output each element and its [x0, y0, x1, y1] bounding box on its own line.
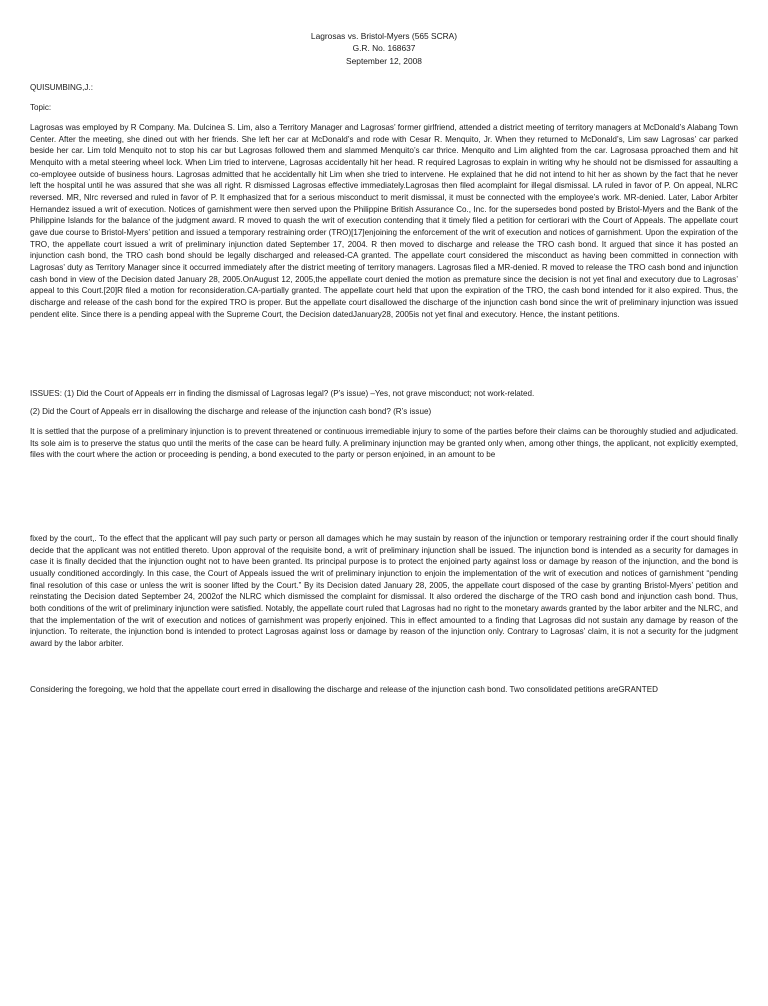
case-title: Lagrosas vs. Bristol-Myers (565 SCRA) [310, 31, 458, 41]
ruling-paragraph-part2: fixed by the court,. To the effect that the applicant will pay such party or person all damages which he may sustain by reason of the injunction or temporary restraining order if the court should finally decide that the applicant was not entitled thereto. Upon approval of the requisite bond, a writ of preliminary injunction shall be issued. The injunction bond is intended as a security for damages in case it is finally decided that the injunction ought not to have been granted. Its principal purpose is to protect the enjoined party against loss or damage by reason of the injunction, and the bond is usually conditioned accordingly. In this case, the Court of Appeals issued the writ of preliminary injunction to enjoin the implementation of the writ of execution and notices of garnishment “pending final resolution of this case or unless the writ is sooner lifted by the Court.” By its Decision dated January 28, 2005, the appellate court disposed of the case by granting Bristol-Myers’ petition and reinstating the Decision dated September 24, 2002of the NLRC which dismissed the complaint for dismissal. It also ordered the discharge of the TRO cash bond and injunction cash bond. Thus, both conditions of the writ of preliminary injunction were satisfied. Notably, the appellate court ruled that Lagrosas had no right to the monetary awards granted by the labor arbiter and the NLRC, and that the implementation of the writ of execution and notices of garnishment was properly enjoined. This in effect amounted to a finding that Lagrosas did not sustain any damage by reason of the injunction. To reiterate, the injunction bond is intended to protect Lagrosas against loss or damage by reason of the injunction only. Contrary to Lagrosas’ claim, it is not a security for the judgment award by the labor arbiter. [30, 534, 738, 648]
facts-paragraph: Lagrosas was employed by R Company. Ma. Dulcinea S. Lim, also a Territory Manager and Lagrosas’ former girlfriend, attended a district meeting of territory managers at McDonald’s Alabang Town Center. After the meeting, she dined out with her friends. She left her car at McDonald’s and rode with Cesar R. Menquito, Jr. When they returned to McDonald’s, Lim saw Lagrosas’ car parked beside her car. Lim told Menquito not to stop his car but Lagrosas followed them and slammed Menquito’s car thrice. Menquito and Lim alighted from the car. Lagrosasa pproached them and hit Menquito with a metal steering wheel lock. When Lim tried to intervene, Lagrosas accidentally hit her head. R required Lagrosas to explain in writing why he should not be dismissed for assaulting a co-employee outside of business hours. Lagrosas admitted that he accidentally hit Lim when she tried to intervene. He explained that he did not intend to hit her as shown by the fact that he never left the hospital until he was assured that she was all right. R dismissed Lagrosas effective immediately.Lagrosas then filed acomplaint for illegal dismissal. LA ruled in favor of P. On appeal, NLRC reversed. MR, Nlrc reversed and ruled in favor of P. It emphasized that for a serious misconduct to merit dismissal, it must be connected with the employee’s work. MR-denied. Later, Labor Arbiter Hernandez issued a writ of execution. Notices of garnishment were then served upon the Philippine British Assurance Co., Inc. for the supersedes bond posted by Bristol-Myers and the Bank of the Philippine Islands for the balance of the judgment award. R moved to quash the writ of execution contending that it timely filed a petition for certiorari with the Court of Appeals. The appellate court gave due course to Bristol-Myers’ petition and issued a temporary restraining order (TRO)[17]enjoining the enforcement of the writ of execution and notices of garnishment. Upon the expiration of the TRO, the appellate court issued a writ of preliminary injunction dated September 17, 2004. R then moved to discharge and release the TRO cash bond. It argued that since it has posted an injunction cash bond, the TRO cash bond should be legally discharged and released-CA granted. The appellate court considered the misconduct as having been committed in connection with Lagrosas’ duty as Territory Manager since it occurred immediately after the district meeting of territory managers. Lagrosas filed a MR-denied. R moved to release the TRO cash bond and injunction cash bond in view of the Decision dated January 28, 2005.OnAugust 12, 2005,the appellate court denied the motion as premature since the decision is not yet final and executory due to Lagrosas’ appeal to this Court.[20]R filed a motion for reconsideration.CA-partially granted. The appellate court held that upon the expiration of the TRO, the cash bond intended for it also expired. Thus, the discharge and release of the cash bond for the expired TRO is proper. But the appellate court disallowed the discharge of the injunction cash bond since the writ of preliminary injunction was issued pendent elite. Since there is a pending appeal with the Supreme Court, the Decision datedJanuary28, 2005is not yet final and executory. Hence, the instant petitions. [30, 123, 738, 319]
conclusion-paragraph: Considering the foregoing, we hold that the appellate court erred in disallowing the discharge and release of the injunction cash bond. Two consolidated petitions areGRANTED [30, 685, 658, 694]
issue-one: ISSUES: (1) Did the Court of Appeals err in finding the dismissal of Lagrosas legal? (P’s issue) –Yes, not grave misconduct; not work-related. [30, 389, 535, 398]
case-gr-number: G.R. No. 168637 [352, 43, 416, 54]
case-header [0, 30, 768, 67]
case-date: September 12, 2008 [346, 55, 422, 66]
topic-line: Topic: [30, 103, 52, 112]
ponente-line: QUISUMBING,J.: [30, 83, 93, 92]
issue-two: (2) Did the Court of Appeals err in disallowing the discharge and release of the injunction cash bond? (R’s issue) [30, 407, 432, 416]
ruling-paragraph-part1: It is settled that the purpose of a preliminary injunction is to prevent threatened or continuous irremediable injury to some of the parties before their claims can be thoroughly studied and adjudicated. Its sole aim is to preserve the status quo until the merits of the case can be heard fully. A preliminary injunction may be granted only when, among other things, the applicant, not explicitly exempted, files with the court where the action or proceeding is pending, a bond executed to the party or person enjoined, in an amount to be [30, 427, 738, 460]
